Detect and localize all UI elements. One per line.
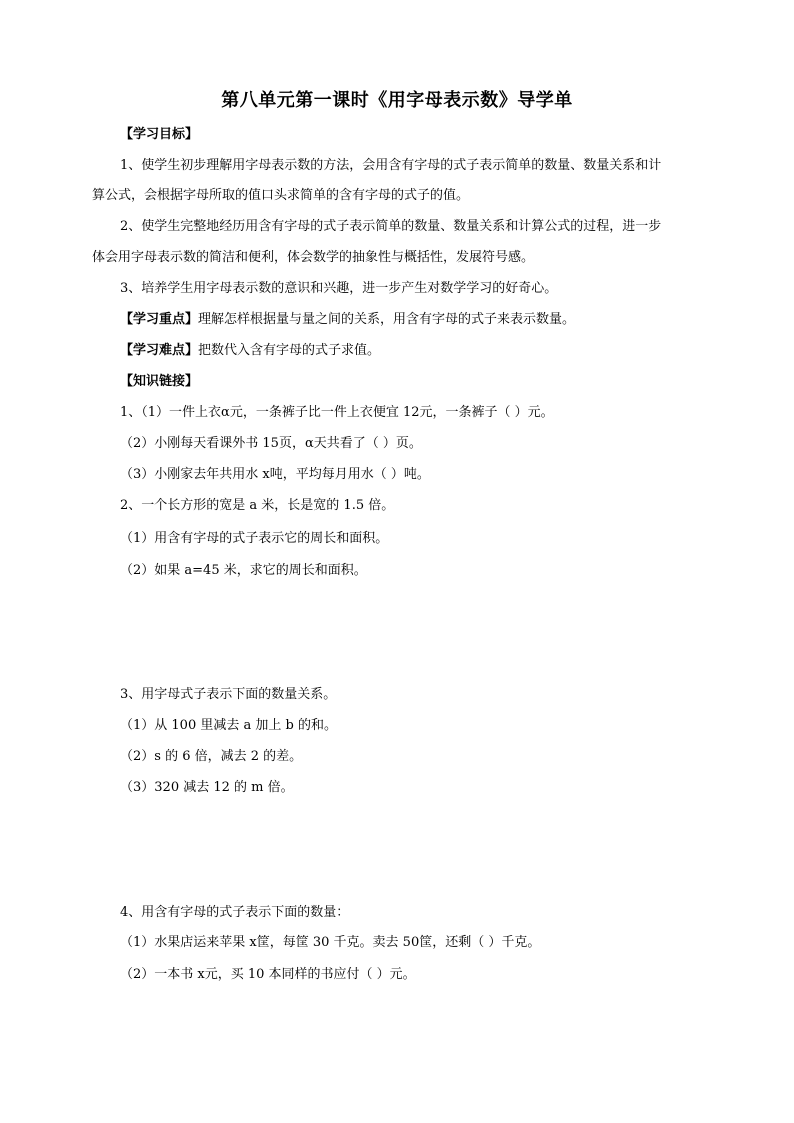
q2-part-2: （2）如果 a=45 米，求它的周长和面积。 bbox=[120, 563, 367, 578]
q4-part-1: （1）水果店运来苹果 x筐，每筐 30 千克。卖去 50筐，还剩（ ）千克。 bbox=[120, 935, 541, 950]
difficulty-label: 【学习难点】 bbox=[120, 343, 199, 358]
q3-stem: 3、用字母式子表示下面的数量关系。 bbox=[120, 687, 337, 702]
q4-stem: 4、用含有字母的式子表示下面的数量： bbox=[120, 905, 350, 920]
key-point-text: 理解怎样根据量与量之间的关系，用含有字母的式子来表示数量。 bbox=[198, 312, 576, 327]
knowledge-heading: 【知识链接】 bbox=[120, 374, 199, 389]
q1-part-1: 1、（1）一件上衣α元，一条裤子比一件上衣便宜 12元，一条裤子（ ）元。 bbox=[120, 405, 554, 420]
page-title: 第八单元第一课时《用字母表示数》导学单 bbox=[221, 90, 573, 111]
q3-part-1: （1）从 100 里减去 a 加上 b 的和。 bbox=[120, 718, 337, 733]
q2-part-1: （1）用含有字母的式子表示它的周长和面积。 bbox=[120, 531, 389, 546]
difficulty-text: 把数代入含有字母的式子求值。 bbox=[198, 343, 381, 358]
objective-1-line-2: 算公式，会根据字母所取的值口头求简单的含有字母的式子的值。 bbox=[92, 188, 470, 203]
objectives-heading: 【学习目标】 bbox=[120, 127, 199, 142]
q3-part-2: （2）s 的 6 倍，减去 2 的差。 bbox=[120, 749, 303, 764]
key-point bbox=[120, 311, 575, 329]
key-point-label: 【学习重点】 bbox=[120, 312, 199, 327]
q3-part-3: （3）320 减去 12 的 m 倍。 bbox=[120, 780, 294, 795]
q1-part-2: （2）小刚每天看课外书 15页，α天共看了（ ）页。 bbox=[120, 436, 422, 451]
q2-stem: 2、一个长方形的宽是 a 米，长是宽的 1.5 倍。 bbox=[120, 498, 395, 513]
objective-1-line-1: 1、使学生初步理解用字母表示数的方法，会用含有字母的式子表示简单的数量、数量关系和计 bbox=[120, 158, 662, 173]
difficulty bbox=[120, 342, 380, 360]
objective-2-line-1: 2、使学生完整地经历用含有字母的式子表示简单的数量、数量关系和计算公式的过程，进一步 bbox=[120, 219, 662, 234]
objective-3-line-1: 3、培养学生用字母表示数的意识和兴趣，进一步产生对数学学习的好奇心。 bbox=[120, 281, 558, 296]
objective-2-line-2: 体会用字母表示数的简洁和便利，体会数学的抽象性与概括性，发展符号感。 bbox=[92, 250, 535, 265]
q1-part-3: （3）小刚家去年共用水 x吨，平均每月用水（ ）吨。 bbox=[120, 467, 430, 482]
q4-part-2: （2）一本书 x元，买 10 本同样的书应付（ ）元。 bbox=[120, 967, 416, 982]
